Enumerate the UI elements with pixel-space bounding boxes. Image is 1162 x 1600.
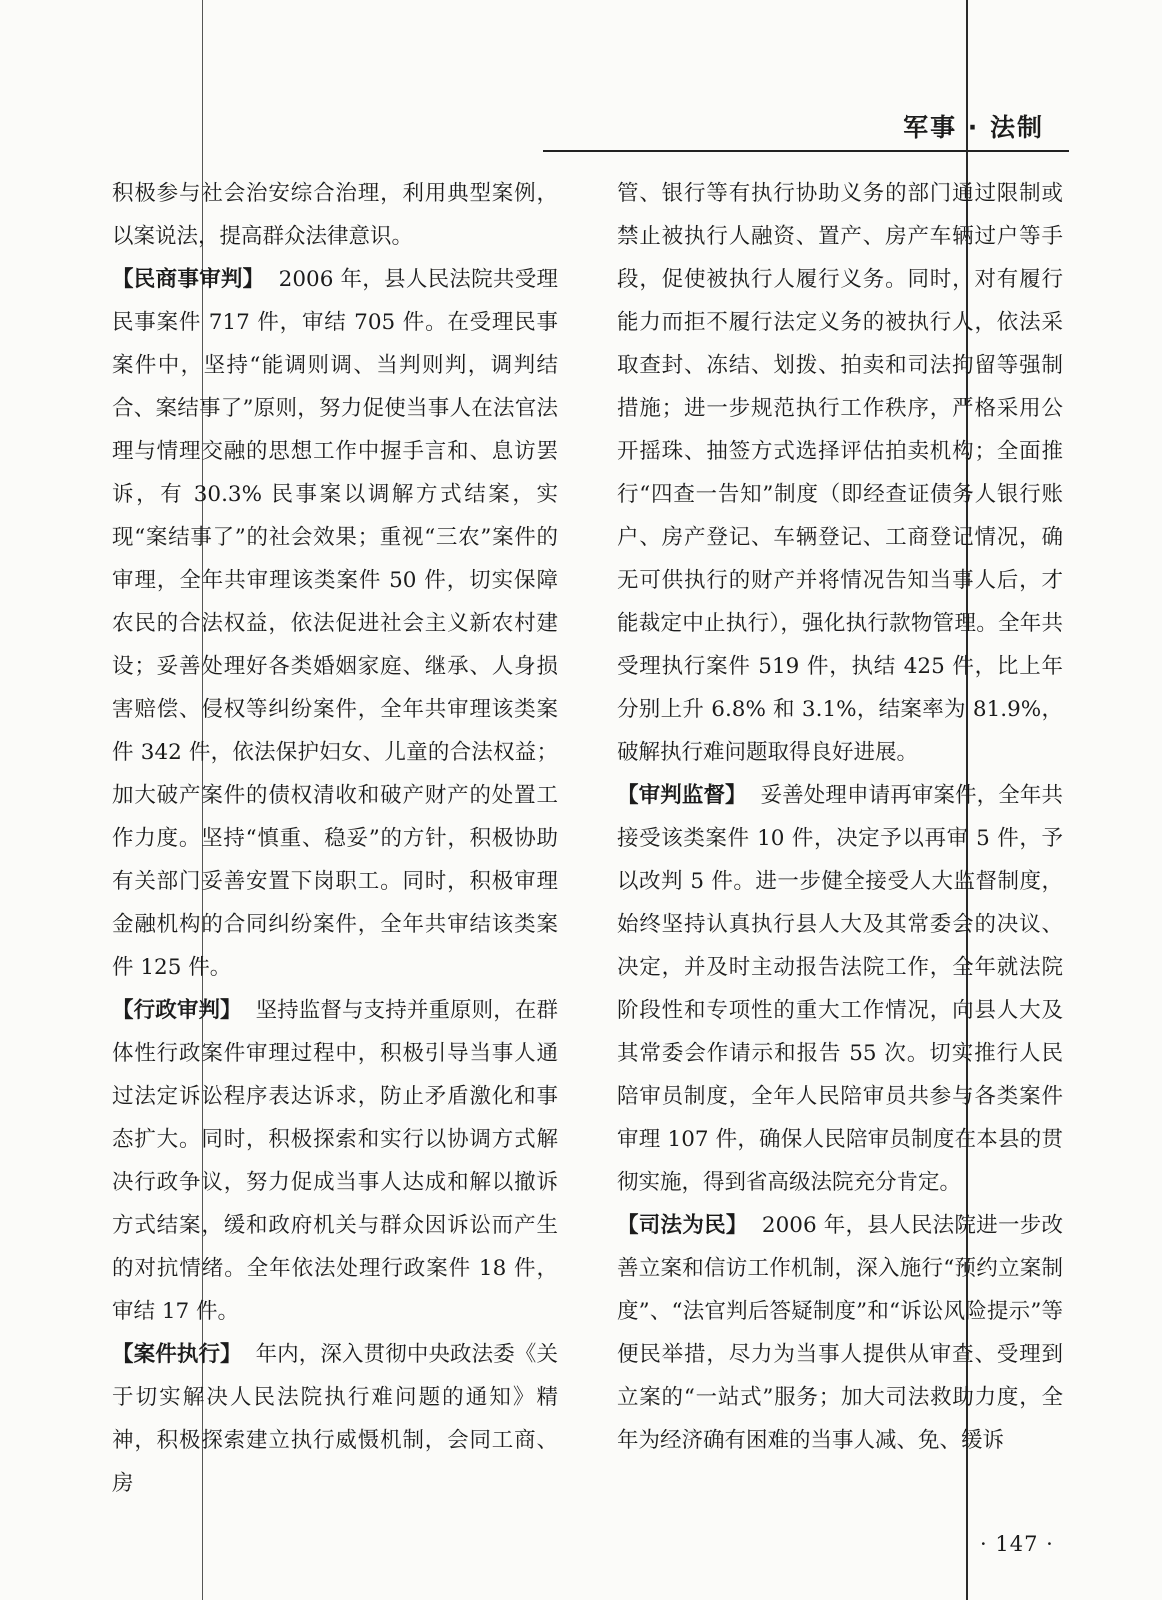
running-header: 军事 · 法制 [903,113,1044,142]
section-text: 2006 年，县人民法院进一步改善立案和信访工作机制，深入施行“预约立案制度”、“法官判后答疑制度”和“诉讼风险提示”等便民举措，尽力为当事人提供从审查、受理到立案的“一站式”服务；加大司法救助力度，全年为经济确有困难的当事人减、免、缓诉 [617,1213,1063,1453]
left-column [112,172,558,1505]
section-minshang [112,258,558,989]
paragraph-text: 管、银行等有执行协助义务的部门通过限制或禁止被执行人融资、置产、房产车辆过户等手段，促使被执行人履行义务。同时，对有履行能力而拒不履行法定义务的被执行人，依法采取查封、冻结、划拨、拍卖和司法拘留等强制措施；进一步规范执行工作秩序，严格采用公开摇珠、抽签方式选择评估拍卖机构；全面推行“四查一告知”制度（即经查证债务人银行账户、房产登记、车辆登记、工商登记情况，确无可供执行的财产并将情况告知当事人后，才能裁定中止执行），强化执行款物管理。全年共受理执行案件 519 件，执结 425 件，比上年分别上升 6.8% 和 3.1%，结案率为 81.9%，破解执行难问题取得良好进展。 [617,181,1063,765]
section-sifa-weimin [617,1204,1063,1462]
right-column [617,172,1063,1462]
paragraph-text: 积极参与社会治安综合治理，利用典型案例，以案说法，提高群众法律意识。 [112,181,558,249]
section-text: 坚持监督与支持并重原则，在群体性行政案件审理过程中，积极引导当事人通过法定诉讼程序表达诉求，防止矛盾激化和事态扩大。同时，积极探索和实行以协调方式解决行政争议，努力促成当事人达成和解以撤诉方式结案，缓和政府机关与群众因诉讼而产生的对抗情绪。全年依法处理行政案件 18 件，审结 17 件。 [112,998,558,1324]
section-text: 年内，深入贯彻中央政法委《关于切实解决人民法院执行难问题的通知》精神，积极探索建立执行威慑机制，会同工商、房 [112,1342,558,1496]
section-title: 【司法为民】 [617,1213,748,1238]
paragraph [112,172,558,258]
section-title: 【行政审判】 [112,998,242,1023]
section-text: 2006 年，县人民法院共受理民事案件 717 件，审结 705 件。在受理民事案件中，坚持“能调则调、当判则判，调判结合、案结事了”原则，努力促使当事人在法官法理与情理交融的思想工作中握手言和、息访罢诉，有 30.3% 民事案以调解方式结案，实现“案结事了”的社会效果；重视“三农”案件的审理，全年共审理该类案件 50 件，切实保障农民的合法权益，依法促进社会主义新农村建设；妥善处理好各类婚姻家庭、继承、人身损害赔偿、侵权等纠纷案件，全年共审理该类案件 342 件，依法保护妇女、儿童的合法权益；加大破产案件的债权清收和破产财产的处置工作力度。坚持“慎重、稳妥”的方针，积极协助有关部门妥善安置下岗职工。同时，积极审理金融机构的合同纠纷案件，全年共审结该类案件 125 件。 [112,267,558,980]
section-title: 【审判监督】 [617,783,747,808]
paragraph [617,172,1063,774]
section-title: 【案件执行】 [112,1342,242,1367]
section-xingzheng [112,989,558,1333]
section-title: 【民商事审判】 [112,267,265,292]
section-anjian-zhixing [112,1333,558,1505]
header-rule [543,150,1069,152]
page-number: · 147 · [980,1532,1054,1556]
section-text: 妥善处理申请再审案件，全年共接受该类案件 10 件，决定予以再审 5 件，予以改判 5 件。进一步健全接受人大监督制度，始终坚持认真执行县人大及其常委会的决议、决定，并及时主动报告法院工作，全年就法院阶段性和专项性的重大工作情况，向县人大及其常委会作请示和报告 55 次。切实推行人民陪审员制度，全年人民陪审员共参与各类案件审理 107 件，确保人民陪审员制度在本县的贯彻实施，得到省高级法院充分肯定。 [617,783,1063,1195]
section-shenpan-jiandu [617,774,1063,1204]
